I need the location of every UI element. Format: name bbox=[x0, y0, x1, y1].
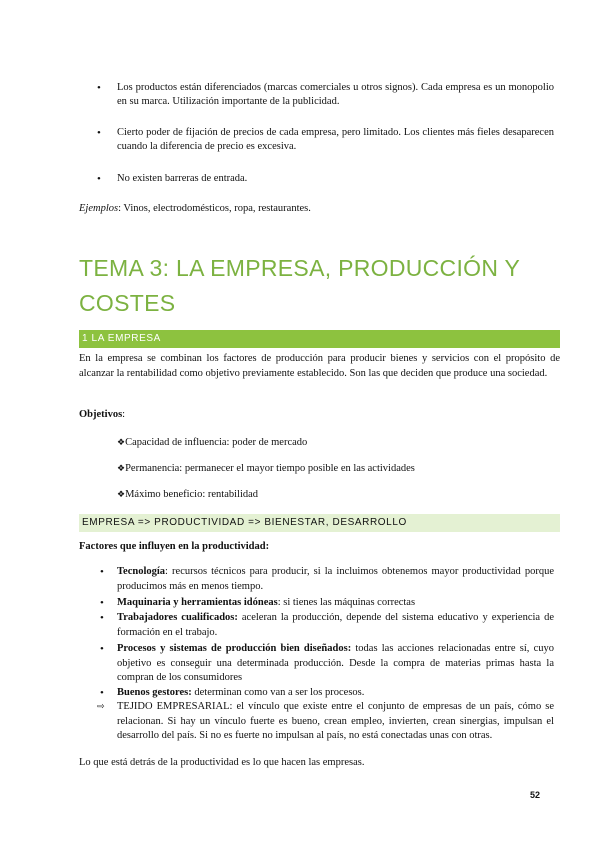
bullet-icon: • bbox=[100, 597, 104, 609]
factor-text: : recursos técnicos para producir, si la incluimos obtenemos mayor productividad porque producimos más en menos tiempo. bbox=[117, 566, 554, 592]
objetivo-item bbox=[117, 436, 307, 450]
objetivo-text: Máximo beneficio: rentabilidad bbox=[125, 489, 259, 500]
section1-paragraph: En la empresa se combinan los factores de producción para producir bienes y servicios con el propósito de alcanzar la rentabilidad como objetivo previamente establecido. Son las que deciden que produce una sociedad. bbox=[79, 353, 560, 379]
ejemplos-line bbox=[79, 202, 559, 217]
factor-text: : si tienes las máquinas correctas bbox=[277, 597, 416, 608]
factor-item bbox=[117, 565, 554, 594]
factor-term: Buenos gestores: bbox=[117, 687, 192, 698]
chapter-title-line1: TEMA 3: LA EMPRESA, PRODUCCIÓN Y bbox=[79, 255, 521, 281]
factor-term: Maquinaria y herramientas idóneas bbox=[117, 597, 278, 608]
page-number: 52 bbox=[530, 790, 541, 800]
bullet-icon: • bbox=[100, 687, 104, 699]
ejemplos-text: : Vinos, electrodomésticos, ropa, restaurantes. bbox=[118, 203, 311, 214]
factor-item bbox=[117, 686, 554, 701]
objetivo-text: Capacidad de influencia: poder de mercado bbox=[125, 437, 308, 448]
bullet-icon: • bbox=[97, 127, 101, 139]
factor-term: Trabajadores cualificados: bbox=[117, 612, 238, 623]
section-heading-la-empresa: 1 LA EMPRESA bbox=[79, 330, 560, 348]
bullet-icon: • bbox=[97, 173, 101, 185]
objetivos-colon: : bbox=[122, 409, 126, 420]
bullet-icon: • bbox=[100, 566, 104, 578]
intro-bullet-1: Los productos están diferenciados (marcas comerciales u otros signos). Cada empresa es un monopolio en su marca. Utilización importante de la publicidad. bbox=[117, 82, 554, 107]
factor-item bbox=[117, 596, 554, 611]
factor-item bbox=[117, 611, 554, 640]
factor-text: determinan como van a ser los procesos. bbox=[191, 687, 365, 698]
bullet-icon: • bbox=[100, 643, 104, 655]
factor-text: todas las acciones relacionadas entre sí, cuyo objetivo es conseguir una determinada producción. Desde la compra de materias primas hasta la compran de los consumidores bbox=[117, 643, 555, 683]
objetivos-label: Objetivos bbox=[79, 409, 123, 420]
diamond-bullet-icon: ❖ bbox=[117, 464, 126, 474]
objetivos-heading bbox=[79, 408, 379, 423]
section-heading-productividad: EMPRESA => PRODUCTIVIDAD => BIENESTAR, DESARROLLO bbox=[79, 514, 560, 532]
factor-term: Tecnología bbox=[117, 566, 166, 577]
closing-paragraph: Lo que está detrás de la productividad es lo que hacen las empresas. bbox=[79, 757, 365, 768]
intro-bullet-2: Cierto poder de fijación de precios de cada empresa, pero limitado. Los clientes más fieles desaparecen cuando la diferencia de precio es excesiva. bbox=[117, 127, 554, 152]
chapter-title-line2: COSTES bbox=[79, 290, 176, 316]
bullet-icon: • bbox=[97, 82, 101, 94]
factor-text: aceleran la producción, depende del sistema educativo y experiencia de formación en el trabajo. bbox=[117, 612, 554, 638]
bullet-icon: • bbox=[100, 612, 104, 624]
factores-heading bbox=[79, 540, 560, 555]
diamond-bullet-icon: ❖ bbox=[117, 490, 126, 500]
intro-bullet-3: No existen barreras de entrada. bbox=[117, 173, 248, 184]
objetivo-text: Permanencia: permanecer el mayor tiempo posible en las actividades bbox=[125, 463, 415, 474]
ejemplos-label: Ejemplos bbox=[79, 203, 119, 214]
factores-heading-text: Factores que influyen en la productividad: bbox=[79, 541, 270, 552]
tejido-empresarial-item: TEJIDO EMPRESARIAL: el vínculo que existe entre el conjunto de empresas de un país, cómo se relacionan. Si hay un vínculo fuerte es bueno, crean empleo, invierten, crean sinergias, impulsan el desarrollo del país. Si no es fuerte no impulsan al país, no está conectadas unas con otras. bbox=[117, 701, 554, 741]
arrow-bullet-icon: ⇨ bbox=[97, 702, 105, 712]
factor-term: Procesos y sistemas de producción bien diseñados: bbox=[117, 643, 352, 654]
factor-item bbox=[117, 642, 554, 686]
diamond-bullet-icon: ❖ bbox=[117, 438, 126, 448]
objetivo-item bbox=[117, 488, 258, 502]
objetivo-item bbox=[117, 462, 415, 476]
